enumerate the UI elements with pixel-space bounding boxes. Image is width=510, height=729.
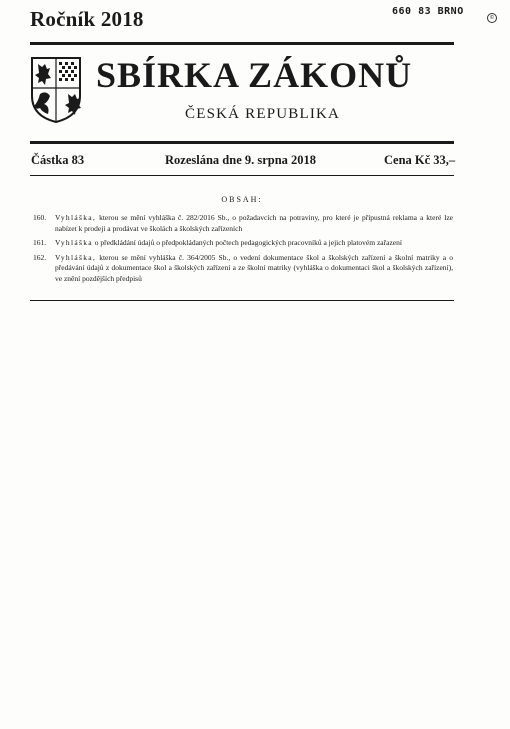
contents-list [33,213,453,288]
entry-type: Vyhláška, [55,213,97,222]
contents-entry[interactable] [33,253,453,285]
entry-number: 160. [33,213,47,222]
contents-end-rule [30,300,454,301]
issue-price: Cena Kč 33,– [384,153,456,167]
entry-type: Vyhláška, [55,252,97,262]
masthead-rule [30,141,454,144]
czech-coat-of-arms-icon [30,56,82,124]
entry-number: 162. [33,252,47,262]
contents-entry[interactable] [33,213,453,234]
copyright-icon: © [487,13,497,23]
entry-description: kterou se mění vyhláška č. 364/2005 Sb., o vedení dokumentace škol a školských zařízení a školní matriky a o předávání údajů z dokumentace škol a školských zařízení a ze školní matriky (vyhláška o dokumentaci škol a školských zařízení), ve znění pozdějších předpisů [55,252,453,283]
entry-text [55,213,453,234]
top-rule [30,42,454,45]
entry-description: kterou se mění vyhláška č. 282/2016 Sb., o požadavcích na potraviny, pro které je přípustná reklama a které lze nabízet k prodeji a prodávat ve školách a školských zařízeních [55,213,454,233]
contents-heading: OBSAH: [221,195,263,204]
issue-part: Částka 83 [31,153,85,167]
volume-year: Ročník 2018 [30,7,144,31]
stamp-text: 660 83 BRNO [392,6,464,17]
contents-entry[interactable] [33,238,453,249]
entry-type: Vyhláška [55,238,93,247]
entry-number: 161. [33,238,47,247]
entry-text [55,238,453,249]
gazette-title: SBÍRKA ZÁKONŮ [96,55,413,95]
registry-stamp [392,2,464,17]
header-rule [30,175,454,176]
gazette-subtitle: ČESKÁ REPUBLIKA [185,106,341,122]
entry-text [55,253,453,285]
issue-sent-date: Rozeslána dne 9. srpna 2018 [165,153,317,167]
entry-description: o předkládání údajů o předpokládaných počtech pedagogických pracovníků a jejich platovém zařazení [94,238,402,247]
